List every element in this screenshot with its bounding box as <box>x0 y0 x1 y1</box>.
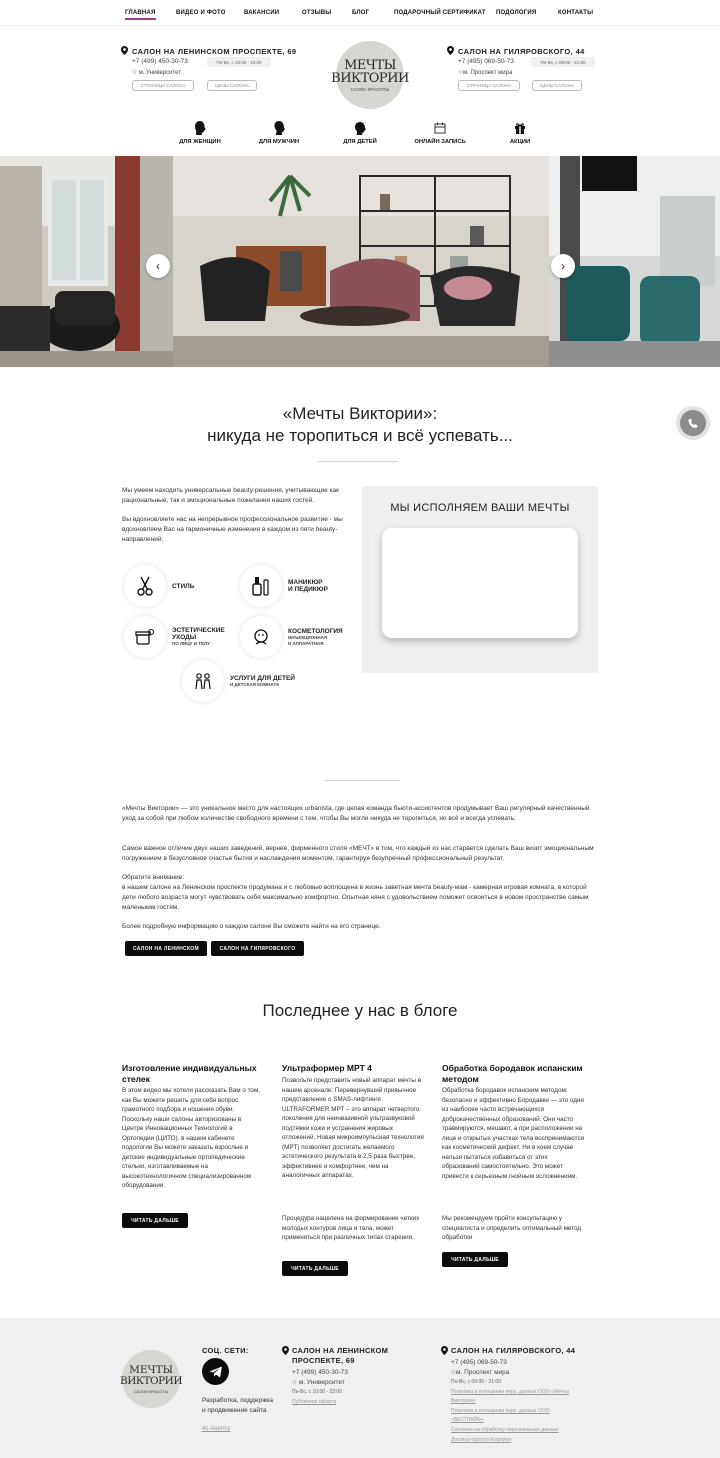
intro-heading-line-1: «Мечты Виктории»: <box>282 404 438 423</box>
salon-leninsky-page-button[interactable]: СТРАНИЦА САЛОНА <box>132 80 194 91</box>
footer-salon-gilyarovskogo-metro-row <box>451 1369 509 1376</box>
category-women[interactable] <box>165 121 235 145</box>
blog-heading: Последнее у нас в блоге <box>262 1001 458 1020</box>
footer-salon-leninsky-metro-row <box>292 1379 345 1386</box>
telegram-icon <box>209 1366 223 1378</box>
about-paragraph-4: Более подробную информацию о каждом салоне Вы сможете найти на его странице. <box>122 923 381 930</box>
salon-gilyarovskogo-button[interactable]: САЛОН НА ГИЛЯРОВСКОГО <box>211 941 304 956</box>
location-pin-icon <box>441 1346 448 1355</box>
footer-logo[interactable] <box>122 1350 180 1408</box>
salon-gilyarovskogo-phone[interactable]: +7 (495) 069-50-73 <box>458 58 514 65</box>
service-kids-name: УСЛУГИ ДЛЯ ДЕТЕЙ <box>230 674 295 682</box>
metro-icon: Ⓜ <box>458 70 464 76</box>
logo-subtitle: САЛОН КРАСОТЫ <box>350 86 390 92</box>
salon-leninsky-phone[interactable]: +7 (499) 450-30-73 <box>132 58 188 65</box>
section-divider <box>325 780 400 781</box>
nav-vacancies[interactable]: ВАКАНСИИ <box>244 10 280 16</box>
service-cosmetology-name: КОСМЕТОЛОГИЯ <box>288 627 343 635</box>
about-note-label: Обратите внимание: <box>122 874 185 881</box>
salon-gilyarovskogo-metro-row <box>458 69 512 76</box>
footer-consent-link[interactable]: Согласие на обработку персональных данных <box>451 1427 559 1433</box>
blog-post-1-text: В этом видео мы хотели рассказать Вам о том, как Вы можете решить для себя вопрос грамотного подбора и ношения обуви. Поскольку наши салоны авторизованы в Центре Инновационных Технологий в Ортопедии (ЦИТО), в нашем кабинете подологии Вы можете заказать взрослые и детские индивидуальные ортопедические стельки, изготавливаемые на высокотехнологичном специализированном оборудовании. <box>122 1087 261 1189</box>
footer-privacy-link-1[interactable]: Политика в отношении перс. данных ООО «Мечты <box>451 1389 570 1395</box>
blog-post-2-text: Позвольте представить новый аппарат мечты в нашем арсенале: Перевернувший привычное представление о SMAS-лифтинге ULTRAFORMER MPT – это аппарат четвертого поколения для неинвазивной ультразвуковой подтяжки кожи и устранения жировых отложений. Новая микроимпульсная технология (MPT) позволяет достигать желаемого эстетического результата в 2,5 раза быстрее, эффективнее и комфортнее, чем на аналогичных аппаратах. <box>282 1077 424 1179</box>
salon-gilyarovskogo-prices-button[interactable]: ЦЕНЫ САЛОНА <box>532 80 582 91</box>
footer-salon-leninsky-metro: м. Университет <box>298 1379 345 1386</box>
footer-developer-link[interactable]: 4c-Agency <box>202 1426 231 1432</box>
nav-contacts[interactable]: КОНТАКТЫ <box>558 10 594 16</box>
logo[interactable] <box>331 41 409 109</box>
footer-salon-gilyarovskogo-title: САЛОН НА ГИЛЯРОВСКОГО, 44 <box>451 1346 576 1355</box>
category-online-booking[interactable] <box>405 121 475 145</box>
service-cosmetology-sub: ИНЪЕКЦИОННАЯ <box>288 634 328 640</box>
category-promotions[interactable] <box>485 121 555 145</box>
logo-line-1: МЕЧТЫ <box>344 57 396 73</box>
salon-leninsky-prices-button[interactable]: ЦЕНЫ САЛОНА <box>207 80 257 91</box>
category-women-label: ДЛЯ ЖЕНЩИН <box>179 139 221 145</box>
metro-icon: Ⓜ <box>292 1380 298 1386</box>
blog-post-3-text: Обработка бородавок испанским методом: безопасно и эффективно Бородавки — это одни из наиболее часто встречающихся доброкачественных образований. Они часто травмируются, мешают, а при расположении на лице и открытых участках тела воспринимаются как косметический дефект. Ни в коем случае нельзя пытаться избавиться от этих образований самостоятельно. Это может привести к серьезным гнойным осложнениям. <box>442 1087 585 1180</box>
about-paragraph-1: «Мечты Виктории» — это уникальное место для настоящих urbanista, где целая команда бьюти-ассистентов продумывает Ваш регулярный качественный уход за собой при любом количестве свободного времени с тем, чтобы Вы могли никуда не торопиться, но всё и всегда успевать. <box>122 805 590 822</box>
about-paragraph-3: в нашем салоне на Ленинском проспекте продумана и с любовью воплощена в жизнь заветная мечта beauty-мам - камерная игровая комната, в которой дети любого возраста могут чувствовать себя максимально комфортно. Опытная няня с удовольствием поможет освоиться в новом пространстве самым маленьким гостям. <box>122 884 589 911</box>
footer-privacy-link-2[interactable]: Политика в отношении перс. данных ООО <box>451 1408 550 1414</box>
nail-polish-icon <box>252 576 270 596</box>
face-care-icon <box>251 627 271 647</box>
nav-podology[interactable]: ПОДОЛОГИЯ <box>496 10 537 16</box>
intro-paragraph-2: Вы вдохновляете нас на непрерывное профессиональное развитие - мы вдохновляем Вас на гармоничные изменения в каждом из пяти beauty-направлений: <box>122 516 343 543</box>
intro-paragraph-1: Мы умеем находить универсальные beauty-решения, учитывающие как рациональные, так и эмоциональные пожелания наших гостей. <box>122 487 340 504</box>
category-men-label: ДЛЯ МУЖЧИН <box>258 139 300 145</box>
salon-leninsky-title: САЛОН НА ЛЕНИНСКОМ ПРОСПЕКТЕ, 69 <box>132 47 297 56</box>
telegram-button[interactable] <box>202 1358 229 1385</box>
footer-developer-text: Разработка, поддержка и продвижение сайта <box>202 1397 274 1414</box>
about-paragraph-2: Самое важное отличие двух наших заведений, вернее, фирменного стиля «МЕЧТ» в том, что каждый из нас старается сделать Ваш визит эмоциональным погружением в безусловное счастье бытия и наслаждения моментом, гарантируя безупречный профессиональный результат. <box>122 845 594 862</box>
logo-line-2: ВИКТОРИИ <box>331 70 409 86</box>
footer-social-title: СОЦ. СЕТИ: <box>202 1346 249 1355</box>
service-kids-circle <box>182 660 224 702</box>
category-men[interactable] <box>244 121 314 145</box>
gift-icon <box>514 121 526 135</box>
salon-interior-photo <box>0 156 720 367</box>
cream-jar-icon <box>135 627 155 647</box>
slider-next-button[interactable] <box>551 254 575 278</box>
hero-slider[interactable] <box>0 156 720 367</box>
salon-gilyarovskogo-page-button[interactable]: СТРАНИЦА САЛОНА <box>458 80 520 91</box>
nav-gift-certificate[interactable]: ПОДАРОЧНЫЙ СЕРТИФИКАТ <box>394 10 486 16</box>
chevron-left-icon: ‹ <box>156 259 160 273</box>
blog-post-2-text-2: Процедура нацелена на формирование четких молодых контуров лица и тела, может применяться при различных типах старения. <box>282 1215 420 1241</box>
footer-logo-line-2: ВИКТОРИИ <box>120 1374 182 1387</box>
category-kids-label: ДЛЯ ДЕТЕЙ <box>343 139 377 145</box>
nav-video-photo[interactable]: ВИДЕО И ФОТО <box>176 10 226 16</box>
metro-icon: Ⓜ <box>132 70 138 76</box>
footer-salon-gilyarovskogo-metro: м. Проспект мира <box>456 1369 510 1376</box>
footer-logo-line-1: МЕЧТЫ <box>129 1363 173 1376</box>
section-divider <box>318 461 398 462</box>
location-pin-icon <box>121 46 128 55</box>
blog-post-3-read-more-button[interactable]: ЧИТАТЬ ДАЛЬШЕ <box>442 1252 508 1267</box>
service-aesthetic-care-name-2: УХОДЫ <box>172 634 197 641</box>
service-cosmetology-sub-2: И АППАРАТНАЯ <box>288 640 324 646</box>
service-cosmetology-circle <box>240 616 282 658</box>
service-kids-sub: И ДЕТСКАЯ КОМНАТА <box>230 681 280 687</box>
footer-salon-gilyarovskogo-phone[interactable]: +7 (495) 069-50-73 <box>451 1359 507 1366</box>
footer-privacy-link-1b[interactable]: Виктории» <box>451 1398 476 1404</box>
salon-gilyarovskogo-title: САЛОН НА ГИЛЯРОВСКОГО, 44 <box>458 47 585 56</box>
category-promotions-label: АКЦИИ <box>509 139 531 145</box>
service-manicure-name: МАНИКЮР <box>288 579 323 586</box>
footer <box>0 1318 720 1458</box>
service-kids[interactable] <box>182 660 295 702</box>
service-aesthetic-care-name: ЭСТЕТИЧЕСКИЕ <box>172 627 225 634</box>
salon-leninsky-button[interactable]: САЛОН НА ЛЕНИНСКОМ <box>125 941 207 956</box>
footer-salon-leninsky-phone[interactable]: +7 (499) 450-30-73 <box>292 1369 348 1376</box>
footer-privacy-link-2b[interactable]: «ВЕСТЛАЙФ» <box>451 1417 484 1423</box>
location-pin-icon <box>282 1346 289 1355</box>
service-style[interactable] <box>124 565 194 607</box>
footer-public-offer-link[interactable]: Публичная оферта <box>292 1399 337 1405</box>
salon-leninsky-hours: Пн-Вс, с 10:00 - 22:00 <box>207 57 271 67</box>
footer-cafe-offer-link[interactable]: Договор-оферта Кофейня <box>451 1437 512 1443</box>
service-manicure[interactable] <box>240 565 328 607</box>
salon-gilyarovskogo-metro: м. Проспект мира <box>463 70 513 76</box>
man-head-icon <box>273 121 285 135</box>
salon-gilyarovskogo-hours: Пн-Вс, с 09:00 - 21:00 <box>531 57 595 67</box>
service-style-circle <box>124 565 166 607</box>
intro-heading-line-2: никуда не торопиться и всё успевать... <box>207 426 513 445</box>
blog-post-1-read-more-button[interactable]: ЧИТАТЬ ДАЛЬШЕ <box>122 1213 188 1228</box>
blog-post-2-title[interactable]: Ультраформер MPT 4 <box>282 1063 372 1073</box>
footer-salon-leninsky-title: САЛОН НА ЛЕНИНСКОМ ПРОСПЕКТЕ, 69 <box>292 1346 389 1365</box>
footer-salon-leninsky-hours: Пн-Вс, с 10:00 - 22:00 <box>292 1389 342 1395</box>
service-aesthetic-care-sub: ПО ЛИЦУ И ТЕЛУ <box>172 641 210 646</box>
blog-post-3-title[interactable]: Обработка бородавок испанским методом <box>442 1063 583 1084</box>
kids-icon <box>193 671 213 691</box>
category-kids[interactable] <box>325 121 395 145</box>
chevron-right-icon: › <box>561 259 565 273</box>
service-cosmetology[interactable] <box>240 616 343 658</box>
service-manicure-circle <box>240 565 282 607</box>
nav-reviews[interactable]: ОТЗЫВЫ <box>302 10 332 16</box>
dreams-title: МЫ ИСПОЛНЯЕМ ВАШИ МЕЧТЫ <box>390 502 570 514</box>
salon-leninsky-metro-row <box>132 69 181 76</box>
service-aesthetic-care-circle <box>124 616 166 658</box>
dreams-video-card[interactable] <box>382 528 578 638</box>
metro-icon: Ⓜ <box>451 1370 457 1376</box>
child-head-icon <box>354 121 366 135</box>
blog-post-1-title[interactable]: Изготовление индивидуальных стелек <box>122 1063 257 1084</box>
nav-blog[interactable]: БЛОГ <box>352 10 370 16</box>
dreams-video-box <box>362 486 598 673</box>
top-navigation <box>0 0 720 26</box>
location-pin-icon <box>447 46 454 55</box>
nav-home[interactable]: ГЛАВНАЯ <box>125 10 156 20</box>
blog-post-2-read-more-button[interactable]: ЧИТАТЬ ДАЛЬШЕ <box>282 1261 348 1276</box>
service-aesthetic-care[interactable] <box>124 616 225 658</box>
salon-leninsky-metro: м. Университет <box>138 70 182 76</box>
service-manicure-name-2: И ПЕДИКЮР <box>288 586 328 593</box>
footer-logo-subtitle: САЛОН КРАСОТЫ <box>133 1388 169 1394</box>
calendar-icon <box>434 121 446 135</box>
category-online-booking-label: ОНЛАЙН ЗАПИСЬ <box>414 139 466 145</box>
woman-head-icon <box>194 121 206 135</box>
service-style-name: СТИЛЬ <box>172 582 195 590</box>
slider-prev-button[interactable] <box>146 254 170 278</box>
scissors-icon <box>137 576 153 596</box>
blog-post-3-text-2: Мы рекомендуем пройти консультацию у специалиста и определить оптимальный метод обработки <box>442 1215 582 1241</box>
footer-salon-gilyarovskogo-hours: Пн-Вс, с 09:00 - 21:00 <box>451 1379 501 1385</box>
